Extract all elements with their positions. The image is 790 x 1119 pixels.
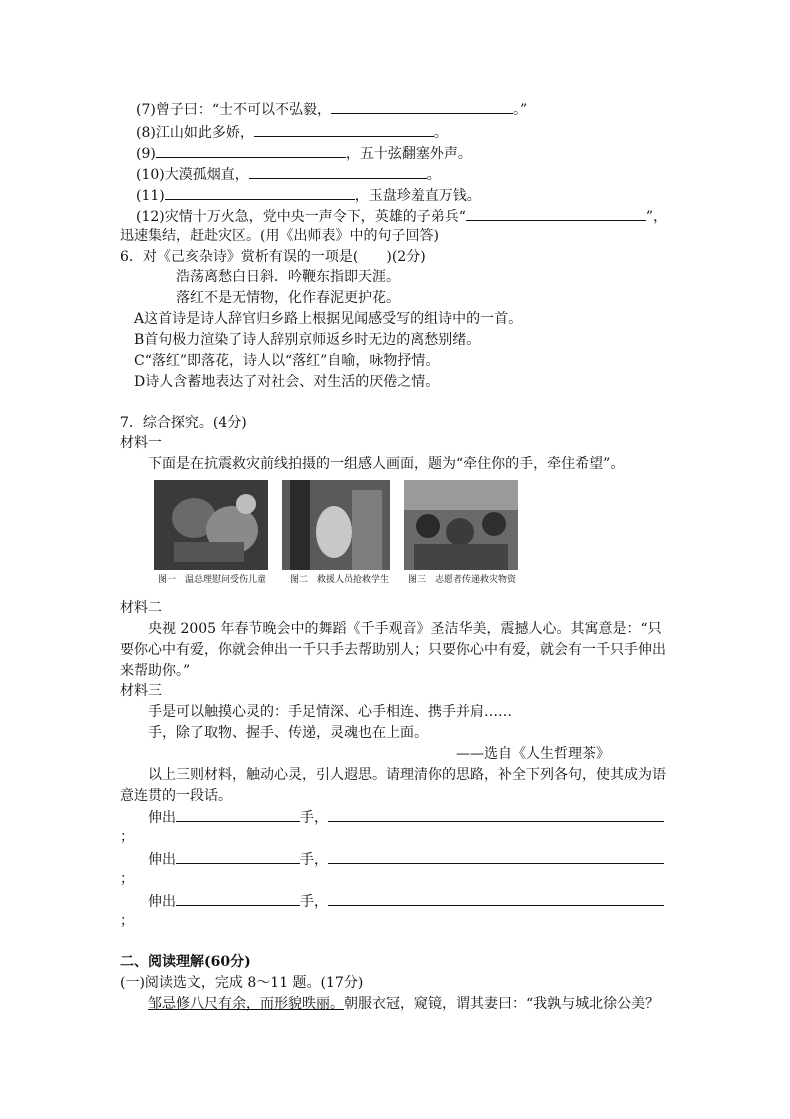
material-2-title: 材料二 (120, 600, 162, 616)
material-3-line-1: 手是可以触摸心灵的：手足情深、心手相连、携手并肩…… (148, 704, 512, 720)
material-3-source: ——选自《人生哲理茶》 (456, 746, 610, 762)
q5-item-12: (12)灾情十万火急，党中央一声令下，英雄的子弟兵“ ”， (136, 205, 667, 227)
q6-option-d[interactable]: D诗人含蓄地表达了对社会、对生活的厌倦之情。 (134, 374, 440, 390)
q6-option-b[interactable]: B首句极力渲染了诗人辞别京师返乡时无边的离愁别绪。 (134, 332, 481, 348)
material-1-text: 下面是在抗震救灾前线拍摄的一组感人画面，题为“牵住你的手，牵住希望”。 (148, 456, 625, 472)
answer-blank[interactable] (466, 205, 646, 221)
fill-line-1: 伸出 手， (148, 806, 664, 828)
q7-stem: 7．综合探究。(4分) (120, 415, 247, 431)
q5-item-8: (8)江山如此多娇， 。 (136, 121, 448, 143)
answer-blank[interactable] (176, 848, 300, 864)
section-2-title: 二、阅读理解(60分) (120, 954, 251, 970)
material-2-line-1: 央视 2005 年春节晚会中的舞蹈《千手观音》圣洁华美，震撼人心。其寓意是：“只 (148, 621, 662, 637)
answer-blank[interactable] (156, 142, 346, 158)
fill-line-2: 伸出 手， (148, 848, 664, 870)
q5-item-7: (7)曾子曰：“士不可以不弘毅， 。” (136, 98, 527, 120)
q5-item-9: (9) ，五十弦翻塞外声。 (136, 142, 472, 164)
answer-blank[interactable] (249, 163, 427, 179)
q5-item-12-cont: 迅速集结，赶赴灾区。(用《出师表》中的句子回答) (120, 228, 439, 244)
task-line-2: 意连贯的一段话。 (120, 788, 232, 804)
q6-option-c[interactable]: C“落红”即落花，诗人以“落红”自喻，咏物抒情。 (134, 353, 440, 369)
answer-blank[interactable] (165, 184, 355, 200)
answer-blank[interactable] (328, 890, 664, 906)
q6-option-a[interactable]: A这首诗是诗人辞官归乡路上根据见闻感受写的组诗中的一首。 (134, 311, 523, 327)
task-line-1: 以上三则材料，触动心灵，引人遐思。请理清你的思路，补全下列各句，使其成为语 (148, 767, 666, 783)
answer-blank[interactable] (328, 806, 664, 822)
q6-stem: 6．对《己亥杂诗》赏析有误的一项是( )(2分) (120, 249, 426, 265)
q6-poem-line-1: 浩荡离愁白日斜．吟鞭东指即天涯。 (176, 269, 400, 285)
semicolon: ； (120, 829, 134, 845)
semicolon: ； (120, 871, 134, 887)
section-2-subtitle: (一)阅读选文，完成 8～11 题。(17分) (120, 975, 364, 991)
q6-poem-line-2: 落红不是无情物，化作春泥更护花。 (176, 290, 400, 306)
answer-blank[interactable] (176, 890, 300, 906)
answer-blank[interactable] (328, 848, 664, 864)
photo-2-caption: 图二 救援人员抢救学生 (290, 575, 390, 585)
answer-blank[interactable] (176, 806, 300, 822)
material-2-line-2: 要你心中有爱，你就会伸出一千只手去帮助别人；只要你心中有爱，就会有一千只手伸出 (120, 642, 666, 658)
semicolon: ； (120, 913, 134, 929)
material-2-line-3: 来帮助你。” (120, 663, 191, 679)
answer-blank[interactable] (254, 121, 434, 137)
material-1-title: 材料一 (120, 435, 162, 451)
passage-first-line: 邹忌修八尺有余，而形貌昳丽。朝服衣冠，窥镜，谓其妻曰：“我孰与城北徐公美？ (148, 996, 660, 1012)
photo-3 (404, 480, 518, 570)
q5-item-11: (11) ，玉盘珍羞直万钱。 (136, 184, 481, 206)
q5-item-10: (10)大漠孤烟直， 。 (136, 163, 441, 185)
answer-blank[interactable] (331, 98, 513, 114)
photo-3-caption: 图三 志愿者传递救灾物资 (408, 575, 517, 585)
fill-line-3: 伸出 手， (148, 890, 664, 912)
material-3-line-2: 手，除了取物、握手、传递，灵魂也在上面。 (148, 725, 428, 741)
photo-2 (282, 480, 390, 570)
photo-1 (154, 480, 268, 570)
material-3-title: 材料三 (120, 683, 162, 699)
photo-1-caption: 图一 温总理慰问受伤儿童 (158, 575, 267, 585)
